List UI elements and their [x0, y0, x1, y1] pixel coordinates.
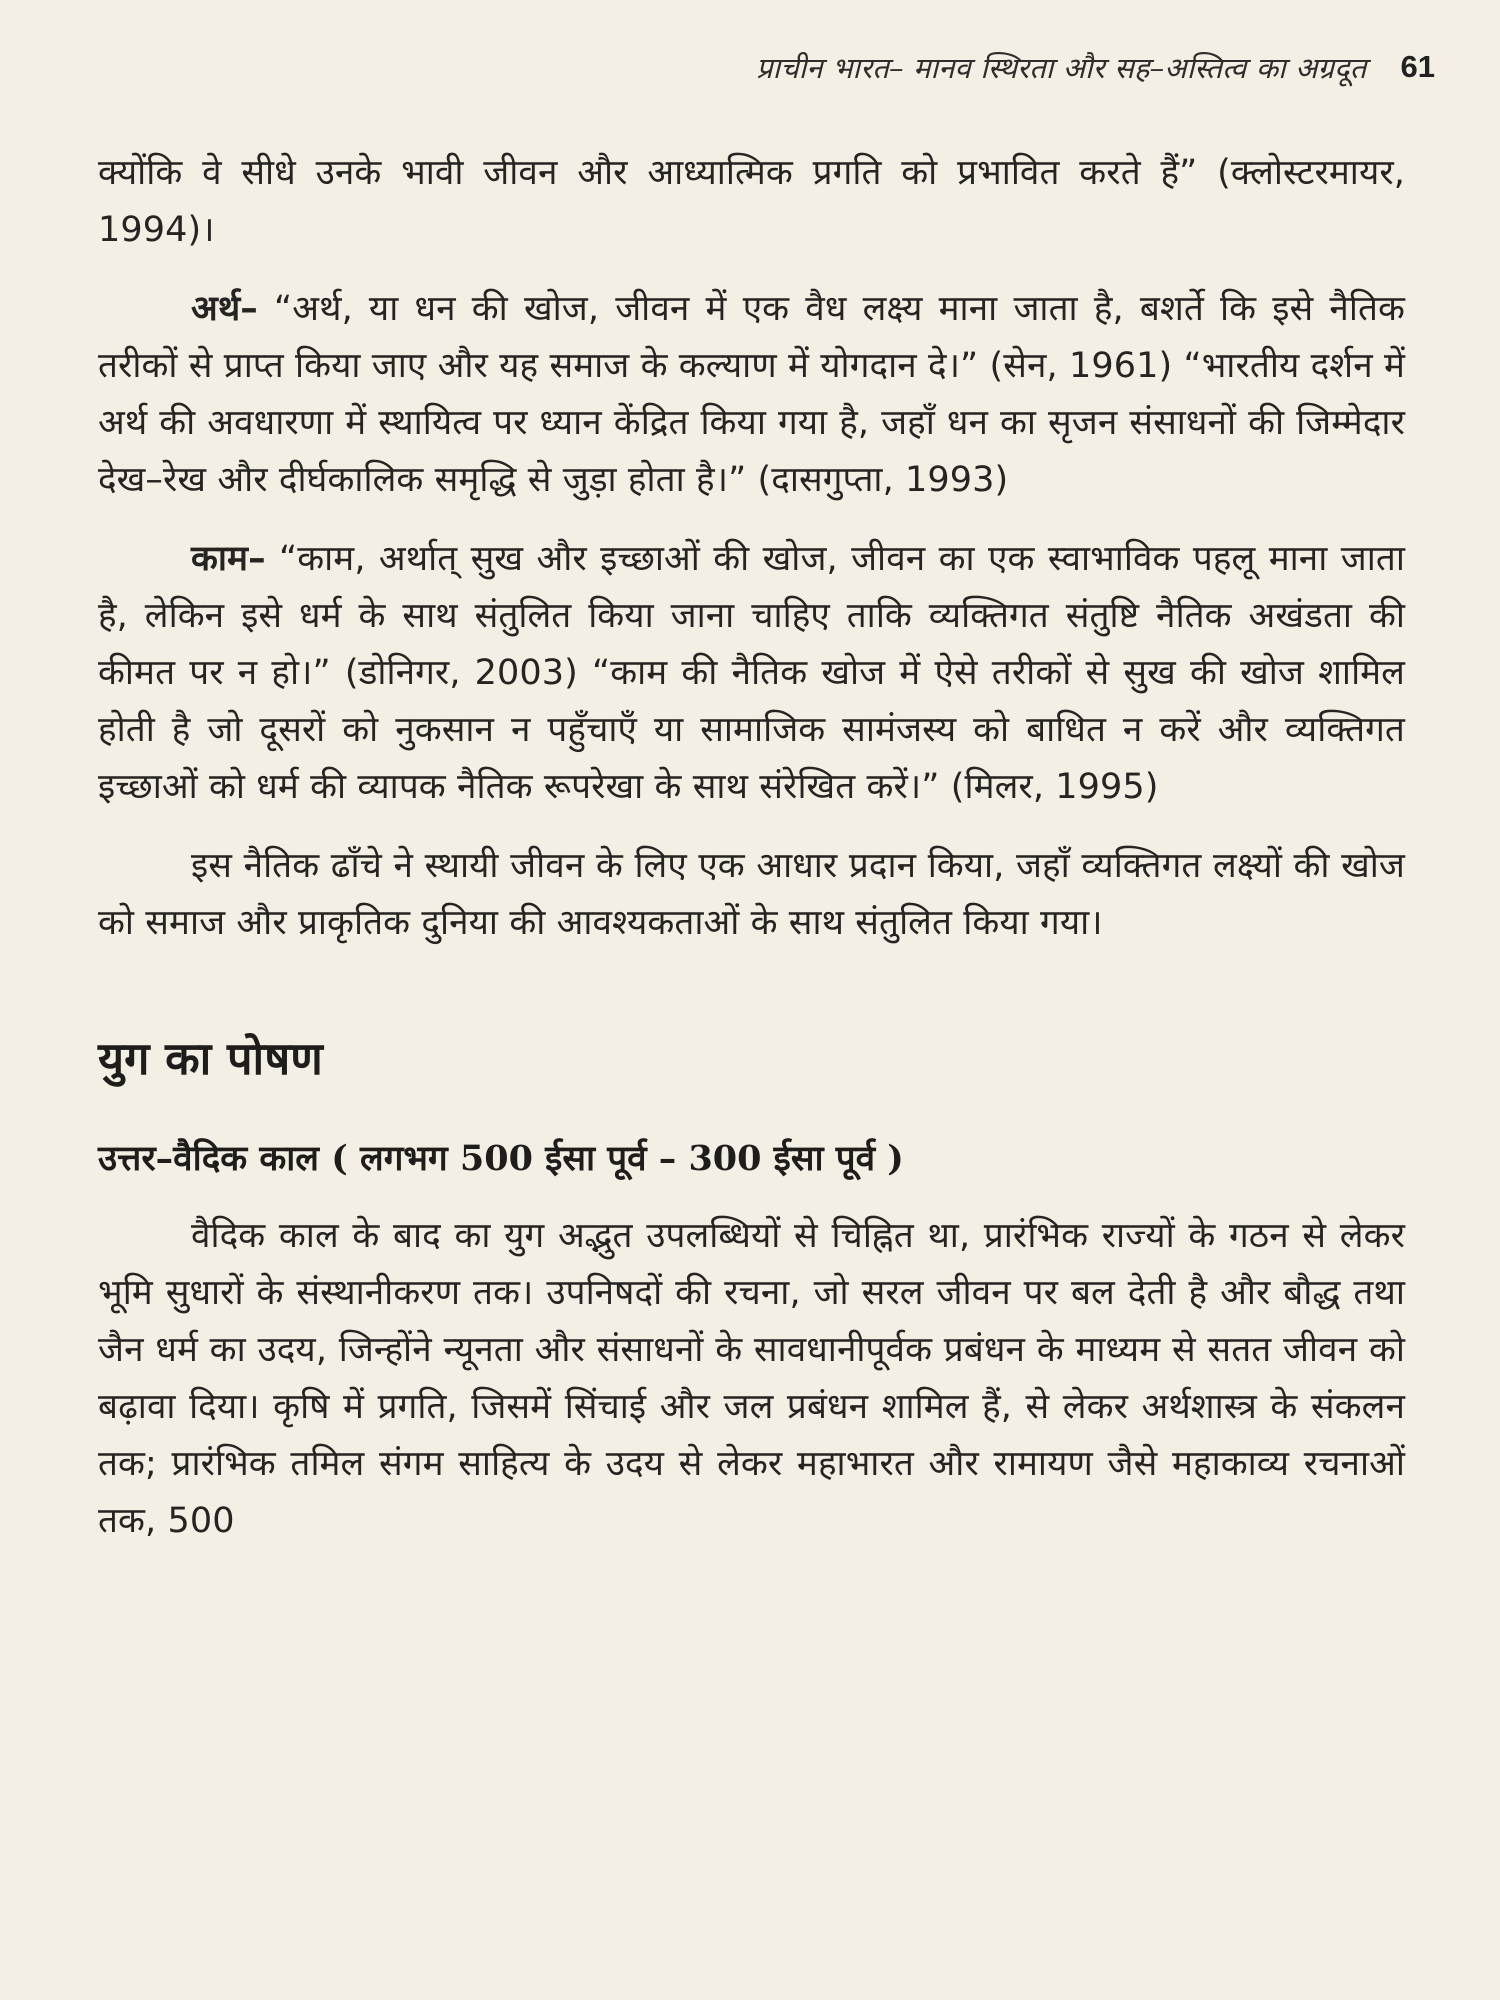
page-content — [98, 145, 1405, 1550]
section-heading: युग का पोषण — [98, 1032, 323, 1085]
term-artha: अर्थ– — [191, 289, 258, 329]
running-title: प्राचीन भारत– मानव स्थिरता और सह–अस्तित्व का अग्रदूत — [756, 50, 1367, 85]
paragraph-artha — [98, 281, 1405, 509]
section-subheading: उत्तर–वैदिक काल ( लगभग 500 ईसा पूर्व – 300 ईसा पूर्व ) — [98, 1138, 904, 1179]
artha-text: “अर्थ, या धन की खोज, जीवन में एक वैध लक्ष्य माना जाता है, बशर्ते कि इसे नैतिक तरीकों से प्राप्त किया जाए और यह समाज के कल्याण में योगदान दे।” (सेन, 1961) “भारतीय दर्शन में अर्थ की अवधारणा में स्थायित्व पर ध्यान केंद्रित किया गया है, जहाँ धन का सृजन संसाधनों की जिम्मेदार देख–रेख और दीर्घकालिक समृद्धि से जुड़ा होता है।” (दासगुप्ता, 1993) — [98, 289, 1405, 500]
paragraph-kama — [98, 531, 1405, 816]
paragraph-continuation: क्योंकि वे सीधे उनके भावी जीवन और आध्यात्मिक प्रगति को प्रभावित करते हैं” (क्लोस्टरमायर, 1994)। — [98, 153, 1405, 250]
kama-text: “काम, अर्थात् सुख और इच्छाओं की खोज, जीवन का एक स्वाभाविक पहलू माना जाता है, लेकिन इसे धर्म के साथ संतुलित किया जाना चाहिए ताकि व्यक्तिगत संतुष्टि नैतिक अखंडता की कीमत पर न हो।” (डोनिगर, 2003) “काम की नैतिक खोज में ऐसे तरीकों से सुख की खोज शामिल होती है जो दूसरों को नुकसान न पहुँचाएँ या सामाजिक सामंजस्य को बाधित न करें और व्यक्तिगत इच्छाओं को धर्म की व्यापक नैतिक रूपरेखा के साथ संरेखित करें।” (मिलर, 1995) — [98, 539, 1405, 807]
running-header — [575, 42, 1435, 92]
term-kama: काम– — [191, 539, 266, 579]
paragraph-post-vedic: वैदिक काल के बाद का युग अद्भुत उपलब्धियों से चिह्नित था, प्रारंभिक राज्यों के गठन से लेकर भूमि सुधारों के संस्थानीकरण तक। उपनिषदों की रचना, जो सरल जीवन पर बल देती है और बौद्ध तथा जैन धर्म का उदय, जिन्होंने न्यूनता और संसाधनों के सावधानीपूर्वक प्रबंधन के माध्यम से सतत जीवन को बढ़ावा दिया। कृषि में प्रगति, जिसमें सिंचाई और जल प्रबंधन शामिल हैं, से लेकर अर्थशास्त्र के संकलन तक; प्रारंभिक तमिल संगम साहित्य के उदय से लेकर महाभारत और रामायण जैसे महाकाव्य रचनाओं तक, 500 — [98, 1216, 1405, 1541]
page-number: 61 — [1400, 49, 1435, 84]
paragraph-ethical-framework: इस नैतिक ढाँचे ने स्थायी जीवन के लिए एक आधार प्रदान किया, जहाँ व्यक्तिगत लक्ष्यों की खोज को समाज और प्राकृतिक दुनिया की आवश्यकताओं के साथ संतुलित किया गया। — [98, 846, 1405, 943]
